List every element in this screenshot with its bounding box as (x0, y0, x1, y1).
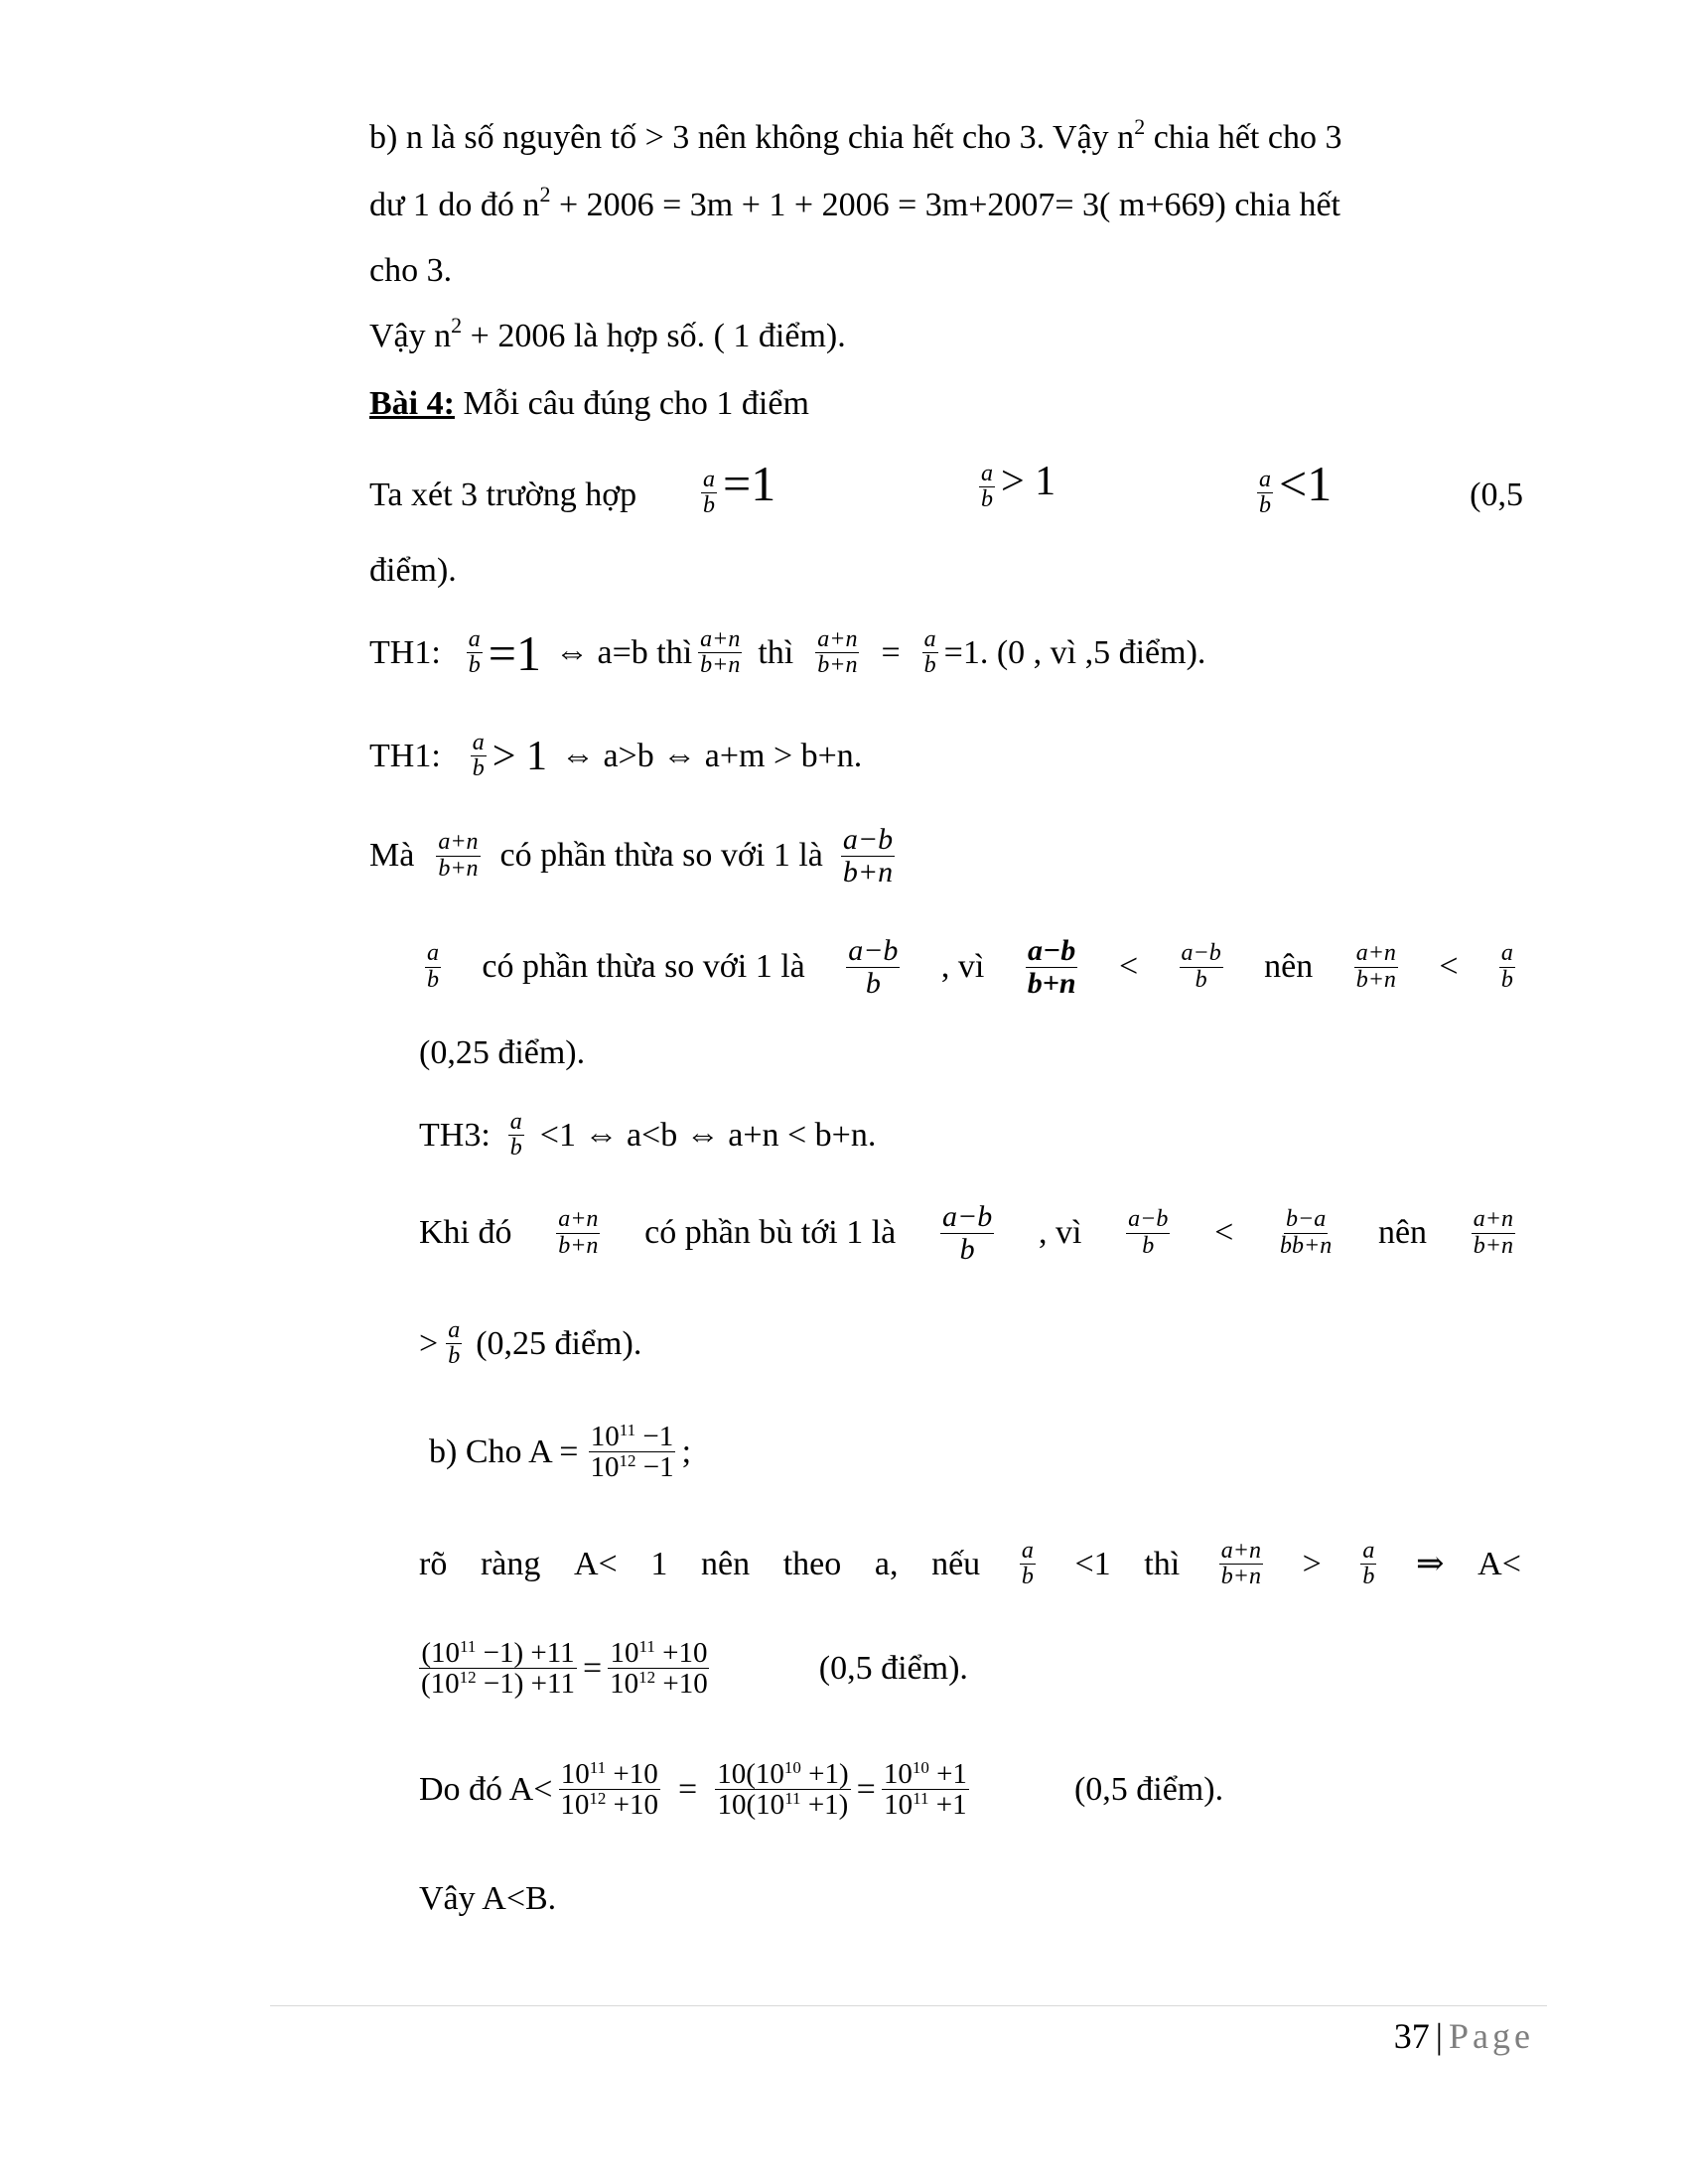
denominator: b (509, 1135, 522, 1161)
text-line-2 (369, 182, 1340, 223)
exponent: 12 (638, 1668, 656, 1688)
part: 10 (560, 1789, 590, 1822)
denominator (716, 1790, 851, 1820)
denominator (588, 1452, 675, 1482)
numerator (608, 1638, 709, 1669)
denominator: bb+n (1280, 1232, 1333, 1259)
less-than: < (1214, 1214, 1234, 1251)
numerator: a−b (1028, 934, 1076, 967)
denominator: b (1142, 1232, 1155, 1259)
fraction-a-b (979, 462, 995, 512)
text: có phần thừa so với 1 là (499, 837, 823, 874)
fraction-a-b (425, 941, 441, 992)
numerator (715, 1759, 850, 1790)
denominator: b+n (817, 652, 858, 679)
denominator: b (1500, 966, 1513, 993)
th3-line (419, 1110, 876, 1160)
part: (10 (421, 1668, 460, 1701)
denominator: b (1259, 491, 1271, 518)
numerator: a (472, 730, 485, 755)
denominator: b (981, 485, 993, 512)
denominator: b (1021, 1564, 1034, 1590)
denominator: b+n (1355, 966, 1396, 993)
numerator: a (1259, 466, 1271, 492)
denominator: b (703, 491, 715, 518)
fraction-a+n-b+n (1219, 1539, 1263, 1589)
numerator: a (427, 940, 439, 967)
denominator: b+n (1220, 1564, 1261, 1590)
equals: = (881, 633, 901, 671)
part: +10 (655, 1668, 708, 1701)
fraction-a-b-over-b (1180, 941, 1223, 992)
relation: > 1 (1001, 459, 1056, 504)
superscript: 2 (539, 182, 551, 206)
rest: −1 (635, 1451, 674, 1484)
line-text: + 2006 = 3m + 1 + 2006 = 3m+2007= 3( m+669) chia hết (550, 187, 1340, 223)
part: (10 (421, 1637, 460, 1669)
denominator: b (468, 652, 481, 679)
greater-than: > (1302, 1545, 1322, 1582)
denominator: b+n (842, 855, 894, 888)
fraction-a+n-b+n (556, 1207, 600, 1258)
numerator: a+n (817, 626, 858, 652)
therefore-line (419, 1759, 1223, 1821)
relation: =1 (723, 456, 776, 511)
part: +10 (606, 1758, 658, 1790)
denominator: b+n (1027, 966, 1076, 1000)
conclusion-line (419, 1318, 641, 1369)
denominator: b (472, 755, 485, 782)
part: −1) +11 (476, 1668, 575, 1701)
denominator (608, 1669, 710, 1699)
text: có phần bù tới 1 là (644, 1214, 897, 1251)
relation: =1 (488, 624, 541, 681)
text: thì (758, 633, 794, 671)
page-label: Page (1449, 2016, 1534, 2056)
text-line-4 (369, 313, 846, 354)
text: Do đó A< (419, 1770, 553, 1808)
word: ràng (480, 1545, 541, 1582)
less-than: < (1118, 948, 1139, 985)
denominator: b+n (558, 1232, 599, 1259)
section-heading (369, 387, 809, 421)
equals: = (856, 1770, 876, 1808)
case-3 (1251, 456, 1333, 518)
base: 10 (590, 1421, 620, 1452)
word: a, (874, 1545, 899, 1582)
word: A< (574, 1545, 618, 1582)
rest: −1 (635, 1421, 674, 1452)
text: nên (1264, 948, 1314, 985)
fraction-a-b-over-b+n (1026, 935, 1078, 999)
text: b) Cho A = (429, 1433, 579, 1470)
part: +10 (606, 1789, 659, 1822)
text: có phần thừa so với 1 là (482, 948, 805, 985)
exponent: 10 (912, 1758, 929, 1777)
comparison-line (419, 935, 1521, 999)
numerator: a−b (848, 934, 899, 967)
exponent: 11 (619, 1421, 636, 1439)
numerator: a (1362, 1538, 1375, 1564)
case-label: TH3: (419, 1116, 491, 1154)
denominator: b+n (700, 652, 741, 679)
exponent: 11 (638, 1637, 655, 1656)
text: , vì (940, 948, 985, 985)
numerator: a+n (1473, 1206, 1513, 1233)
numerator (589, 1422, 675, 1452)
part: 10 (610, 1637, 639, 1669)
fraction-expression-1 (419, 1638, 577, 1700)
implies-arrow: ⇒ (1416, 1545, 1445, 1582)
numerator: a (509, 1109, 522, 1135)
fraction-a+n-b+n (436, 830, 480, 881)
score-note: (0,5 (1470, 477, 1523, 513)
line-text: chia hết cho 3 (1145, 119, 1342, 156)
fraction-a+n-b+n (698, 627, 742, 678)
line-text: Vậy n (369, 318, 452, 354)
exponent: 11 (913, 1789, 929, 1809)
case-label: TH1: (369, 737, 441, 774)
numerator (419, 1638, 576, 1669)
text: nên (1377, 1214, 1428, 1251)
definition-a-line (429, 1422, 691, 1483)
superscript: 2 (1134, 114, 1146, 139)
text-line-1 (369, 114, 1342, 156)
denominator: b (923, 652, 936, 679)
superscript: 2 (451, 313, 463, 338)
text-line-7: điểm). (369, 552, 457, 589)
fraction-a-b-over-b+n (841, 824, 895, 887)
final-line: Vây A<B. (419, 1880, 557, 1917)
numerator: a (981, 460, 993, 486)
line-text: b) n là số nguyên tố > 3 nên không chia hết cho 3. Vậy n (369, 119, 1135, 156)
exponent: 12 (619, 1451, 636, 1471)
denominator (419, 1669, 577, 1699)
part: −1) +11 (476, 1637, 575, 1669)
base: 10 (590, 1451, 620, 1484)
part: 10(10 (717, 1758, 784, 1790)
text: Khi đó (419, 1214, 512, 1251)
numerator: a−b (1128, 1206, 1169, 1233)
fraction-a-b (446, 1318, 462, 1369)
text: (0,25 điểm). (476, 1324, 642, 1362)
fraction-a-b (1360, 1539, 1376, 1589)
exponent: 12 (589, 1789, 607, 1809)
numerator: a (1500, 940, 1513, 967)
text: <1 (1074, 1545, 1111, 1582)
text: , vì (1038, 1214, 1082, 1251)
th1-equal-line (369, 624, 1206, 681)
fraction-a+n-b+n (815, 627, 859, 678)
cases-intro: Ta xét 3 trường hợp (369, 477, 637, 513)
equals: = (582, 1649, 603, 1687)
numerator: a (1021, 1538, 1034, 1564)
page-footer (1394, 2015, 1534, 2057)
case-1 (695, 456, 776, 518)
denominator: b (427, 966, 439, 993)
numerator: a (703, 466, 715, 492)
part: 10 (610, 1668, 639, 1701)
exponent: 12 (459, 1668, 477, 1688)
case-label: TH1: (369, 633, 441, 671)
score-note: (0,5 điểm). (818, 1649, 968, 1687)
section-title: Bài 4: (369, 385, 455, 422)
numerator: a−b (942, 1200, 993, 1233)
fraction-a+n-b+n (1472, 1207, 1515, 1258)
fraction-a-b (467, 627, 483, 678)
less-than: < (1439, 948, 1459, 985)
fraction-a-b (1499, 941, 1515, 992)
exponent: 11 (784, 1789, 801, 1809)
fraction-a-b-over-b (940, 1201, 994, 1265)
denominator: b (1362, 1564, 1375, 1590)
numerator: a+n (438, 829, 479, 856)
text: <1 ⇔ a<b ⇔ a+n < b+n. (539, 1116, 877, 1154)
fraction-expression-2 (608, 1638, 710, 1700)
numerator: a−b (1181, 940, 1221, 967)
part: +1) (800, 1789, 849, 1822)
equals: = (678, 1770, 698, 1808)
word: theo (782, 1545, 842, 1582)
denominator: b+n (1473, 1232, 1513, 1259)
denominator: b (959, 1232, 975, 1266)
complement-line (419, 1201, 1521, 1265)
fraction-a-b (701, 468, 717, 518)
part: +1 (928, 1789, 967, 1822)
fraction-expression-3 (715, 1759, 850, 1821)
fraction-a-b (1020, 1539, 1036, 1589)
fraction-a-b-over-b (1126, 1207, 1170, 1258)
separator: | (1435, 2016, 1444, 2056)
exponent: 10 (783, 1758, 801, 1777)
word: 1 (650, 1545, 668, 1582)
part: +10 (654, 1637, 708, 1669)
fraction-a+n-b+n (1354, 941, 1398, 992)
text-line-12: (0,25 điểm). (419, 1034, 586, 1071)
fraction-a-value (588, 1422, 675, 1483)
word: nên (700, 1545, 751, 1582)
denominator: b (865, 966, 881, 1000)
numerator: a (468, 626, 481, 652)
text: ⇔ a=b thì (554, 633, 693, 671)
text: Mà (369, 837, 415, 874)
page-number: 37 (1393, 2016, 1430, 2056)
word: nếu (931, 1545, 981, 1582)
line-text: + 2006 là hợp số. ( 1 điểm). (462, 318, 846, 354)
case-2 (973, 461, 1055, 512)
part: 10 (560, 1758, 590, 1790)
numerator (882, 1759, 969, 1790)
numerator: a−b (842, 823, 894, 856)
fraction-a-b (471, 731, 487, 781)
part: 10 (883, 1758, 913, 1790)
text: ⇔ a>b ⇔ a+m > b+n. (560, 737, 863, 774)
footer-rule (270, 2005, 1547, 2006)
text: thì (1144, 1545, 1181, 1582)
text-line-3: cho 3. (369, 252, 453, 289)
fraction-expression-4 (882, 1759, 969, 1821)
greater-than: > (419, 1324, 439, 1362)
section-text: Mỗi câu đúng cho 1 điểm (454, 385, 809, 422)
th1-greater-line (369, 731, 862, 781)
denominator: b (448, 1343, 461, 1370)
numerator: a+n (558, 1206, 599, 1233)
fraction-a-b (922, 627, 938, 678)
numerator: a+n (1220, 1538, 1261, 1564)
relation: <1 (1279, 456, 1333, 511)
numerator: b−a (1286, 1206, 1327, 1233)
exponent: 11 (589, 1758, 607, 1777)
fraction-a-b (508, 1110, 524, 1160)
part: 10(10 (717, 1789, 785, 1822)
numerator: a+n (1355, 940, 1396, 967)
part: +1 (928, 1758, 967, 1790)
exponent: 11 (459, 1637, 477, 1656)
denominator (882, 1790, 968, 1820)
numerator: a (923, 626, 936, 652)
denominator (558, 1790, 660, 1820)
fraction-a-b-over-b (846, 935, 900, 999)
text: =1. (0 , vì ,5 điểm). (943, 633, 1206, 671)
part: 10 (884, 1789, 914, 1822)
line-text: dư 1 do đó n (369, 187, 540, 223)
score-note: (0,5 điểm). (1073, 1770, 1224, 1808)
word: rõ (419, 1545, 448, 1582)
part: +1) (800, 1758, 849, 1790)
numerator: a (448, 1317, 461, 1343)
fraction-equation-line (419, 1638, 968, 1700)
remainder-line (369, 824, 901, 887)
denominator: b+n (438, 855, 479, 882)
text: ; (681, 1433, 692, 1470)
text: A< (1477, 1545, 1521, 1582)
fraction-a-b (1257, 468, 1273, 518)
numerator: a+n (700, 626, 741, 652)
numerator (559, 1759, 660, 1790)
fraction-expression-2 (558, 1759, 660, 1821)
fraction-b-a-over-bb+n (1278, 1207, 1334, 1258)
relation: > 1 (492, 733, 547, 779)
denominator: b (1195, 966, 1207, 993)
clearly-line (419, 1539, 1521, 1589)
